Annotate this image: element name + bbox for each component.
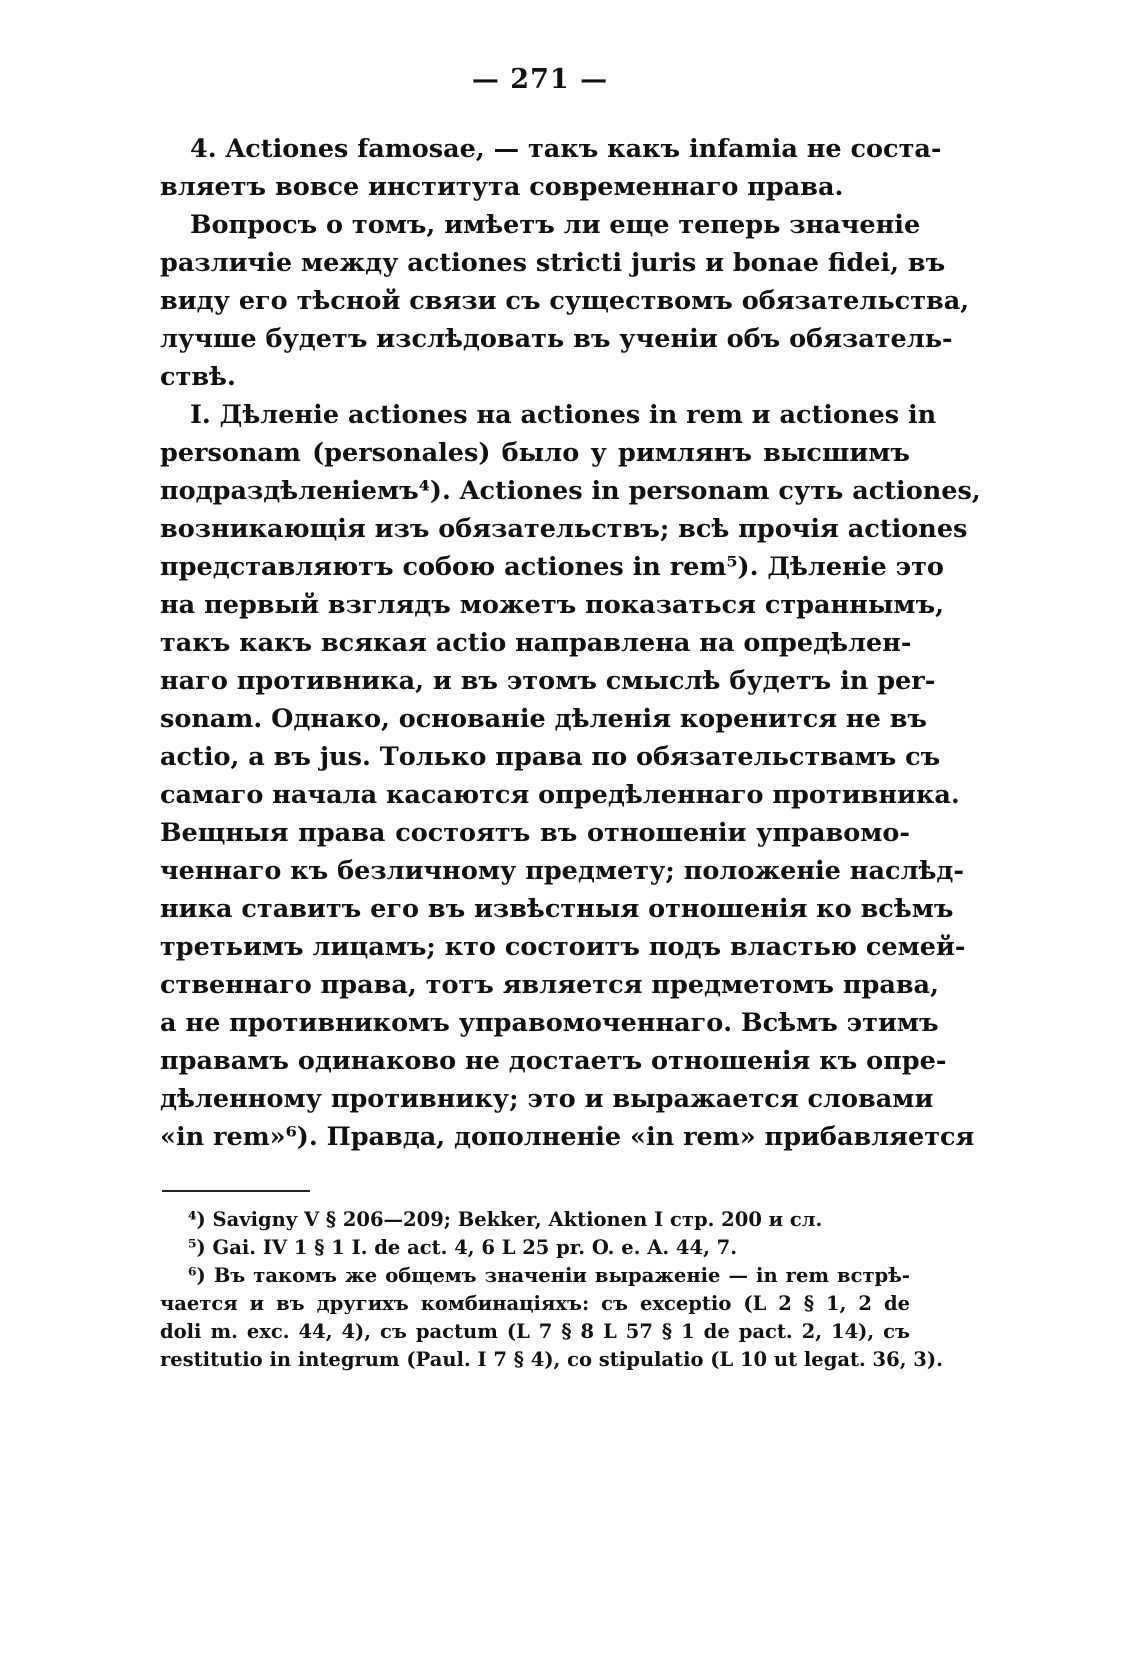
footnote-line: ⁴) Savigny V § 206—209; Bekker, Aktionen I стр. 200 и сл.	[188, 1208, 823, 1231]
text-line: возникающія изъ обязательствъ; всѣ прочія actiones	[160, 514, 968, 544]
footnotes	[160, 1206, 943, 1374]
page-number: — 271 —	[471, 64, 609, 95]
text-line: правамъ одинаково не достаетъ отношенія къ опре-	[160, 1046, 947, 1076]
text-line: actio, а въ jus. Только права по обязательствамъ съ	[160, 742, 941, 772]
text-line: третьимъ лицамъ; кто состоитъ подъ властью семей-	[160, 932, 966, 962]
text-line: на первый взглядъ можетъ показаться страннымъ,	[160, 590, 945, 620]
footnote-line: restitutio in integrum (Paul. I 7 § 4), со stipulatio (L 10 ut legat. 36, 3).	[160, 1348, 943, 1371]
text-line: дѣленному противнику; это и выражается словами	[160, 1084, 934, 1114]
text-line: представляютъ собою actiones in rem⁵). Дѣленіе это	[160, 552, 944, 582]
footnote-divider	[162, 1190, 310, 1192]
text-line: вляетъ вовсе института современнаго права.	[160, 172, 844, 202]
text-line: подраздѣленіемъ⁴). Actiones in personam суть actiones,	[160, 476, 981, 506]
text-line: I. Дѣленіе actiones на actiones in rem и actiones in	[190, 400, 937, 430]
text-line: «in rem»⁶). Правда, дополненіе «in rem» прибавляется	[160, 1122, 975, 1152]
footnote-line: ⁶) Въ такомъ же общемъ значеніи выраженіе — in rem встрѣ-	[188, 1264, 910, 1287]
text-line: sonam. Однако, основаніе дѣленія коренится не въ	[160, 704, 927, 734]
footnote-line: doli m. exc. 44, 4), съ pactum (L 7 § 8 L 57 § 1 de pact. 2, 14), съ	[160, 1320, 910, 1343]
text-line: различіе между actiones stricti juris и bonae fidei, въ	[160, 248, 946, 278]
text-line: ника ставитъ его въ извѣстныя отношенія ко всѣмъ	[160, 894, 954, 924]
text-line: 4. Actiones famosae, — такъ какъ infamia не соста-	[190, 134, 942, 164]
text-line: лучше будетъ изслѣдовать въ ученіи объ обязатель-	[160, 324, 953, 354]
text-line: Вещныя права состоятъ въ отношеніи управомо-	[160, 818, 910, 848]
text-line: ственнаго права, тотъ является предметомъ права,	[160, 970, 939, 1000]
text-line: наго противника, и въ этомъ смыслѣ будетъ in per-	[160, 666, 936, 696]
footnote-line: ⁵) Gai. IV 1 § 1 I. de act. 4, 6 L 25 pr. O. e. A. 44, 7.	[188, 1236, 737, 1259]
text-line: такъ какъ всякая actio направлена на опредѣлен-	[160, 628, 912, 658]
body-text	[160, 130, 981, 1156]
text-line: Вопросъ о томъ, имѣетъ ли еще теперь значеніе	[190, 210, 921, 240]
text-line: ченнаго къ безличному предмету; положеніе наслѣд-	[160, 856, 964, 886]
text-line: самаго начала касаются опредѣленнаго противника.	[160, 780, 960, 810]
text-line: виду его тѣсной связи съ существомъ обязательства,	[160, 286, 970, 316]
text-line: personam (personales) было у римлянъ высшимъ	[160, 438, 910, 468]
footnote-line: чается и въ другихъ комбинаціяхъ: съ exceptio (L 2 § 1, 2 de	[160, 1292, 910, 1315]
text-line: ствѣ.	[160, 362, 236, 392]
text-line: а не противникомъ управомоченнаго. Всѣмъ этимъ	[160, 1008, 939, 1038]
